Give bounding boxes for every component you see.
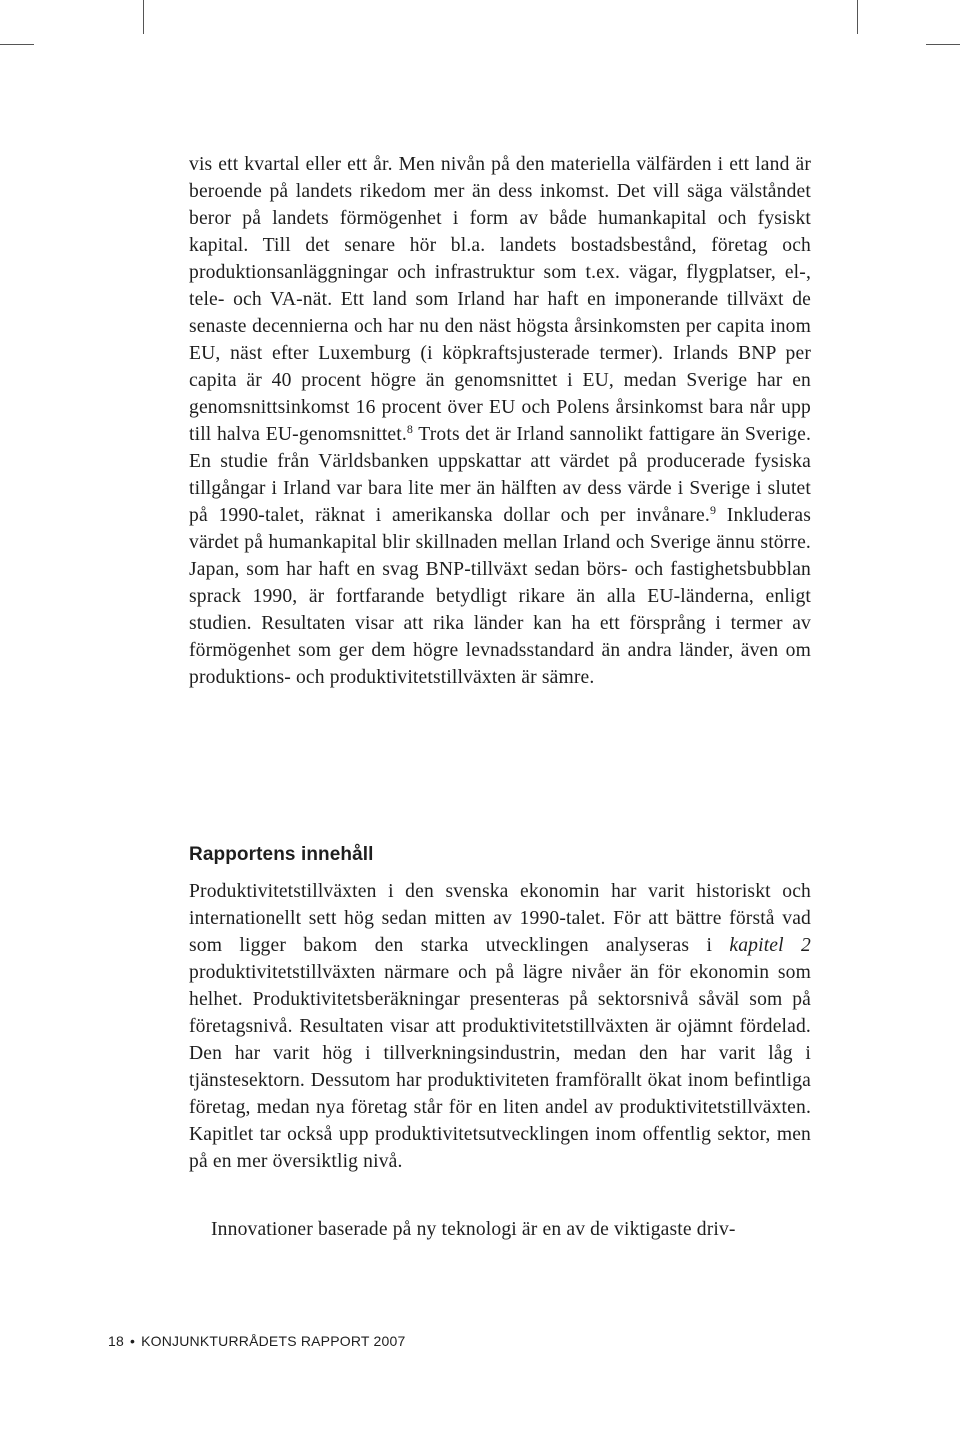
footnote-ref-9[interactable]: 9	[709, 503, 717, 517]
footer-title: KONJUNKTURRÅDETS RAPPORT 2007	[141, 1333, 406, 1349]
body-paragraph-1	[189, 151, 811, 691]
paragraph-2-text-b: produktivitetstillväxten närmare och på lägre nivåer än för ekonomin som helhet. Produktivitetsberäkningar presenteras på sektorsnivå såväl som på företagsnivå. Resultaten visar att produktivitetstillväxten är ojämnt fördelad. Den har varit hög i tillverkningsindustrin, medan den har varit låg i tjänstesektorn. Dessutom har produktiviteten framförallt ökat inom befintliga företag, medan nya företag står för en liten andel av produktivitetstillväxten. Kapitlet tar också upp produktivitetsutvecklingen inom offentlig sektor, men på en mer översiktlig nivå.	[189, 962, 811, 1172]
paragraph-1-text-c: Inkluderas värdet på humankapital blir skillnaden mellan Irland och Sverige ännu större. Japan, som har haft en svag BNP-tillväxt sedan börs- och fastighetsbubblan sprack 1990, är fortfarande betydligt rikare än alla EU-länderna, enligt studien. Resultaten visar att rika länder kan ha ett försprång i termer av förmögenhet som ger dem högre levnadsstandard än andra länder, även om produktions- och produktivitetstillväxten är sämre.	[189, 505, 812, 688]
crop-mark-top-right	[857, 0, 858, 34]
section-heading: Rapportens innehåll	[189, 844, 374, 865]
paragraph-1-text-a: vis ett kvartal eller ett år. Men nivån på den materiella välfärden i ett land är beroende på landets rikedom mer än dess inkomst. Det vill säga välståndet beror på landets förmögenhet i form av både humankapital och fysiskt kapital. Till det senare hör bl.a. landets bostadsbestånd, företag och produktionsanläggningar och infrastruktur som t.ex. vägar, flygplatser, el-, tele- och VA-nät. Ett land som Irland har haft en imponerande tillväxt de senaste decennierna och har nu den näst högsta årsinkomsten per capita inom EU, näst efter Luxemburg (i köpkraftsjusterade termer). Irlands BNP per capita är 40 procent högre än genomsnittet i EU, medan Sverige har en genomsnittsinkomst 16 procent över EU och Polens årsinkomst bara når upp till halva EU-genomsnittet.	[189, 154, 811, 445]
body-paragraph-2	[189, 878, 811, 1175]
footnote-ref-8[interactable]: 8	[406, 422, 414, 436]
page-number: 18	[108, 1333, 124, 1349]
paragraph-2-text-a: Produktivitetstillväxten i den svenska ekonomin har varit historiskt och internationellt sett hög sedan mitten av 1990-talet. För att bättre förstå vad som ligger bakom den starka utvecklingen analyseras i	[189, 881, 811, 956]
crop-mark-top-left	[143, 0, 144, 34]
body-paragraph-3: Innovationer baserade på ny teknologi är en av de viktigaste driv-	[211, 1219, 736, 1240]
crop-mark-left	[0, 44, 34, 45]
page-footer	[108, 1331, 405, 1351]
crop-mark-right	[926, 44, 960, 45]
chapter-reference: kapitel 2	[729, 935, 811, 956]
paragraph-1-text-b: Trots det är Irland sannolikt fattigare än Sverige. En studie från Världsbanken uppskattar att värdet på producerade fysiska tillgångar i Irland var bara lite mer än hälften av dess värde i Sverige i slutet på 1990-talet, räknat i amerikanska dollar och per invånare.	[189, 424, 811, 526]
footer-separator: •	[129, 1333, 136, 1349]
